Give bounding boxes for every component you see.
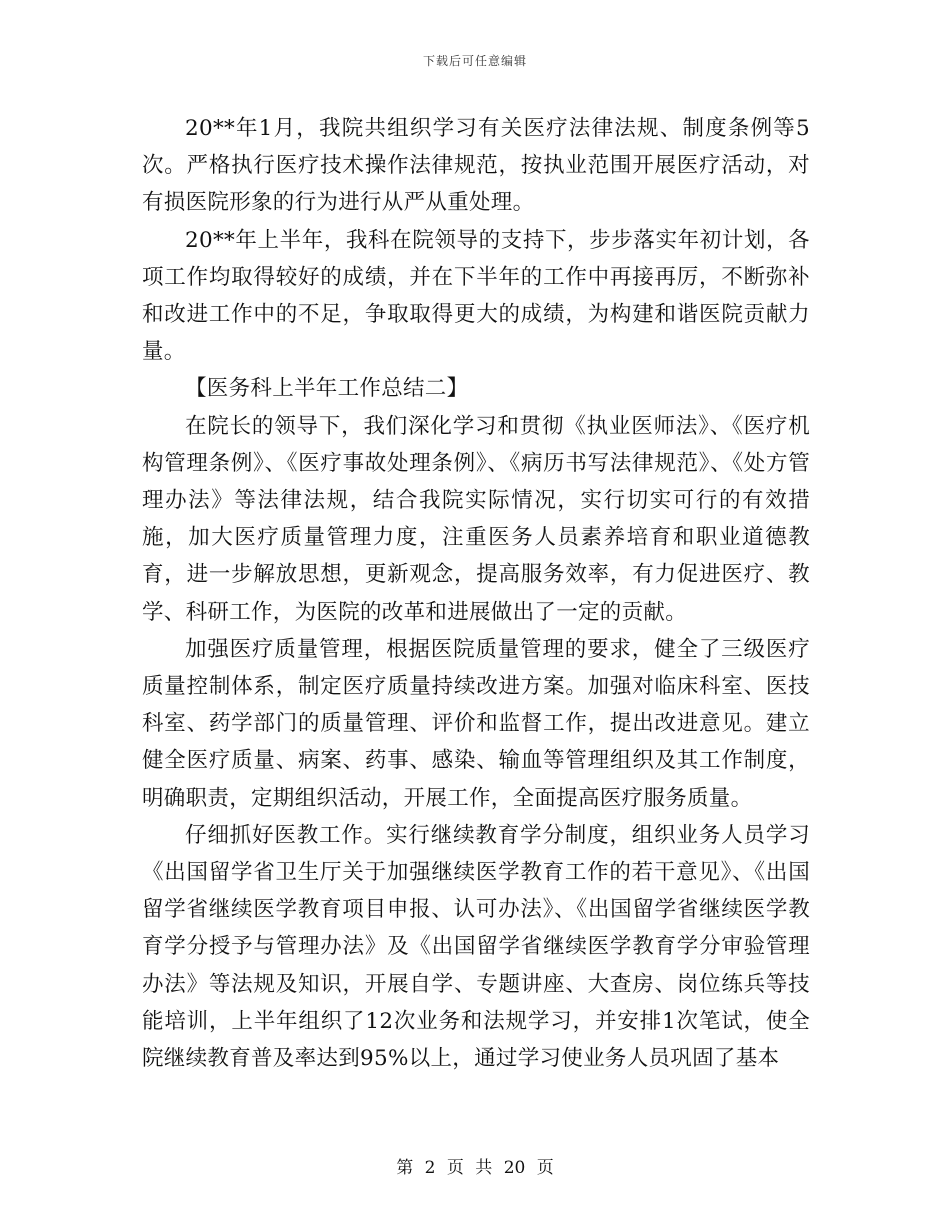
section-heading: 【医务科上半年工作总结二】 — [185, 376, 469, 402]
paragraph-4: 加强医疗质量管理，根据医院质量管理的要求，健全了三级医疗质量控制体系，制定医疗质量持续改进方案。加强对临床科室、医技科室、药学部门的质量管理、评价和监督工作，提出改进意见。建立健全医疗质量、病案、药事、感染、输血等管理组织及其工作制度，明确职责，定期组织活动，开展工作，全面提高医疗服务质量。 — [142, 636, 810, 811]
paragraph-5: 仔细抓好医教工作。实行继续教育学分制度，组织业务人员学习《出国留学省卫生厅关于加强继续医学教育工作的若干意见》、《出国留学省继续医学教育项目申报、认可办法》、《出国留学省继续医学教育学分授予与管理办法》及《出国留学省继续医学教育学分审验管理办法》等法规及知识，开展自学、专题讲座、大查房、岗位练兵等技能培训，上半年组织了12次业务和法规学习，并安排1次笔试，使全院继续教育普及率达到95%以上，通过学习使业务人员巩固了基本 — [142, 822, 810, 1072]
page-header: 下载后可任意编辑 — [422, 54, 527, 68]
paragraph-3: 在院长的领导下，我们深化学习和贯彻《执业医师法》、《医疗机构管理条例》、《医疗事故处理条例》、《病历书写法律规范》、《处方管理办法》等法律法规，结合我院实际情况，实行切实可行的有效措施，加大医疗质量管理力度，注重医务人员素养培育和职业道德教育，进一步解放思想，更新观念，提高服务效率，有力促进医疗、教学、科研工作，为医院的改革和进展做出了一定的贡献。 — [142, 413, 810, 625]
document-body — [142, 110, 810, 1077]
paragraph-2: 20**年上半年，我科在院领导的支持下，步步落实年初计划，各项工作均取得较好的成绩，并在下半年的工作中再接再厉，不断弥补和改进工作中的不足，争取取得更大的成绩，为构建和谐医院贡献力量。 — [142, 227, 810, 365]
paragraph-1: 20**年1月，我院共组织学习有关医疗法律法规、制度条例等5次。严格执行医疗技术操作法律规范，按执业范围开展医疗活动，对有损医院形象的行为进行从严从重处理。 — [142, 116, 810, 216]
page-number-footer: 第 2 页 共 20 页 — [396, 1158, 554, 1178]
